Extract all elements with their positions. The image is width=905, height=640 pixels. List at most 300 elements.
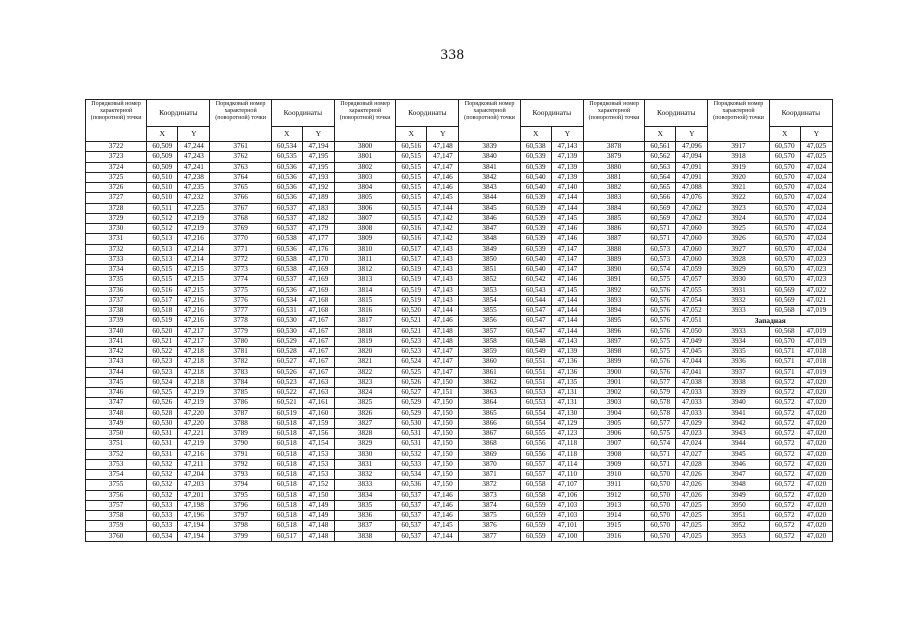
y-cell: 47,189 <box>302 193 334 203</box>
table-row <box>86 183 833 193</box>
y-cell: 47,150 <box>427 398 459 408</box>
x-cell: 60,525 <box>147 388 178 398</box>
x-cell: 60,562 <box>645 152 676 162</box>
x-cell: 60,525 <box>396 367 427 377</box>
y-cell: 47,167 <box>302 347 334 357</box>
y-cell: 47,147 <box>427 357 459 367</box>
header-x: X <box>271 127 302 142</box>
y-cell: 47,020 <box>800 398 832 408</box>
point-number-cell: 3904 <box>583 408 644 418</box>
y-cell: 47,150 <box>427 439 459 449</box>
x-cell: 60,569 <box>769 285 800 295</box>
x-cell: 60,571 <box>645 234 676 244</box>
y-cell: 47,135 <box>551 377 583 387</box>
y-cell: 47,045 <box>676 347 708 357</box>
y-cell: 47,215 <box>178 265 210 275</box>
y-cell: 47,219 <box>178 213 210 223</box>
y-cell: 47,147 <box>551 254 583 264</box>
x-cell: 60,576 <box>645 295 676 305</box>
point-number-cell: 3859 <box>459 347 520 357</box>
table-row <box>86 511 833 521</box>
point-number-cell: 3745 <box>86 377 147 387</box>
point-number-cell: 3927 <box>708 244 769 254</box>
header-y: Y <box>800 127 832 142</box>
point-number-cell: 3953 <box>708 531 769 541</box>
y-cell: 47,143 <box>427 295 459 305</box>
point-number-cell: 3832 <box>334 470 395 480</box>
y-cell: 47,243 <box>178 152 210 162</box>
x-cell: 60,523 <box>396 347 427 357</box>
point-number-cell: 3814 <box>334 285 395 295</box>
y-cell: 47,150 <box>427 449 459 459</box>
point-number-cell: 3818 <box>334 326 395 336</box>
x-cell: 60,522 <box>147 347 178 357</box>
point-number-cell: 3929 <box>708 265 769 275</box>
y-cell: 47,167 <box>302 367 334 377</box>
point-number-cell: 3728 <box>86 203 147 213</box>
point-number-cell: 3886 <box>583 224 644 234</box>
y-cell: 47,146 <box>427 511 459 521</box>
y-cell: 47,026 <box>676 470 708 480</box>
x-cell: 60,556 <box>520 439 551 449</box>
x-cell: 60,527 <box>271 357 302 367</box>
point-number-cell: 3907 <box>583 439 644 449</box>
y-cell: 47,049 <box>676 336 708 346</box>
y-cell: 47,022 <box>800 285 832 295</box>
point-number-cell: 3894 <box>583 306 644 316</box>
y-cell: 47,025 <box>800 142 832 152</box>
point-number-cell: 3933 <box>708 306 769 316</box>
point-number-cell: 3868 <box>459 439 520 449</box>
x-cell: 60,512 <box>147 224 178 234</box>
y-cell: 47,101 <box>551 521 583 531</box>
point-number-cell: 3765 <box>210 183 271 193</box>
x-cell: 60,568 <box>769 306 800 316</box>
y-cell: 47,110 <box>551 470 583 480</box>
x-cell: 60,572 <box>769 439 800 449</box>
x-cell: 60,575 <box>645 336 676 346</box>
y-cell: 47,057 <box>676 275 708 285</box>
point-number-cell: 3952 <box>708 521 769 531</box>
point-number-cell: 3829 <box>334 439 395 449</box>
y-cell: 47,219 <box>178 439 210 449</box>
point-number-cell: 3798 <box>210 521 271 531</box>
y-cell: 47,100 <box>551 531 583 541</box>
point-number-cell: 3898 <box>583 347 644 357</box>
x-cell: 60,553 <box>520 398 551 408</box>
point-number-cell: 3739 <box>86 316 147 326</box>
x-cell: 60,537 <box>396 531 427 541</box>
x-cell: 60,513 <box>147 244 178 254</box>
point-number-cell: 3794 <box>210 480 271 490</box>
x-cell: 60,518 <box>271 449 302 459</box>
y-cell: 47,140 <box>551 183 583 193</box>
y-cell: 47,062 <box>676 213 708 223</box>
table-row <box>86 418 833 428</box>
x-cell: 60,509 <box>147 162 178 172</box>
x-cell: 60,524 <box>147 377 178 387</box>
header-point-number: Порядковый номер характерной (поворотной) точки <box>708 100 769 142</box>
point-number-cell: 3936 <box>708 357 769 367</box>
y-cell: 47,123 <box>551 429 583 439</box>
point-number-cell: 3779 <box>210 326 271 336</box>
x-cell: 60,551 <box>520 357 551 367</box>
point-number-cell: 3759 <box>86 521 147 531</box>
point-number-cell: 3880 <box>583 162 644 172</box>
y-cell: 47,136 <box>551 357 583 367</box>
point-number-cell: 3795 <box>210 490 271 500</box>
y-cell: 47,153 <box>302 449 334 459</box>
y-cell: 47,142 <box>427 234 459 244</box>
x-cell: 60,565 <box>645 183 676 193</box>
y-cell: 47,159 <box>302 418 334 428</box>
x-cell: 60,572 <box>769 408 800 418</box>
point-number-cell: 3761 <box>210 142 271 152</box>
y-cell: 47,194 <box>178 531 210 541</box>
x-cell: 60,528 <box>147 408 178 418</box>
y-cell: 47,143 <box>427 244 459 254</box>
point-number-cell: 3860 <box>459 357 520 367</box>
point-number-cell: 3872 <box>459 480 520 490</box>
point-number-cell: 3782 <box>210 357 271 367</box>
point-number-cell: 3746 <box>86 388 147 398</box>
point-number-cell: 3817 <box>334 316 395 326</box>
point-number-cell: 3922 <box>708 193 769 203</box>
point-number-cell: 3920 <box>708 172 769 182</box>
table-row <box>86 152 833 162</box>
point-number-cell: 3889 <box>583 254 644 264</box>
y-cell: 47,019 <box>800 336 832 346</box>
point-number-cell: 3928 <box>708 254 769 264</box>
y-cell: 47,033 <box>676 388 708 398</box>
x-cell: 60,555 <box>520 429 551 439</box>
x-cell: 60,538 <box>520 142 551 152</box>
y-cell: 47,161 <box>302 398 334 408</box>
y-cell: 47,025 <box>676 500 708 510</box>
point-number-cell: 3821 <box>334 357 395 367</box>
point-number-cell: 3804 <box>334 183 395 193</box>
x-cell: 60,557 <box>520 470 551 480</box>
x-cell: 60,538 <box>271 254 302 264</box>
x-cell: 60,539 <box>520 244 551 254</box>
y-cell: 47,152 <box>302 480 334 490</box>
y-cell: 47,145 <box>551 213 583 223</box>
y-cell: 47,144 <box>551 193 583 203</box>
y-cell: 47,076 <box>676 193 708 203</box>
table-row <box>86 295 833 305</box>
point-number-cell: 3847 <box>459 224 520 234</box>
y-cell: 47,169 <box>302 275 334 285</box>
point-number-cell: 3766 <box>210 193 271 203</box>
table-row <box>86 203 833 213</box>
y-cell: 47,027 <box>676 449 708 459</box>
point-number-cell: 3790 <box>210 439 271 449</box>
y-cell: 47,020 <box>800 511 832 521</box>
y-cell: 47,204 <box>178 470 210 480</box>
point-number-cell: 3841 <box>459 162 520 172</box>
y-cell: 47,024 <box>800 183 832 193</box>
x-cell: 60,571 <box>645 459 676 469</box>
x-cell: 60,571 <box>769 357 800 367</box>
y-cell: 47,193 <box>302 172 334 182</box>
header-x: X <box>520 127 551 142</box>
x-cell: 60,561 <box>645 142 676 152</box>
x-cell: 60,575 <box>645 429 676 439</box>
x-cell: 60,515 <box>396 172 427 182</box>
header-coordinates: Координаты <box>520 100 583 127</box>
x-cell: 60,572 <box>769 480 800 490</box>
point-number-cell: 3864 <box>459 398 520 408</box>
point-number-cell: 3943 <box>708 429 769 439</box>
point-number-cell: 3845 <box>459 203 520 213</box>
y-cell: 47,143 <box>427 265 459 275</box>
y-cell: 47,198 <box>178 500 210 510</box>
y-cell: 47,118 <box>551 439 583 449</box>
x-cell: 60,524 <box>396 357 427 367</box>
table-row <box>86 336 833 346</box>
y-cell: 47,195 <box>302 162 334 172</box>
point-number-cell: 3777 <box>210 306 271 316</box>
point-number-cell: 3855 <box>459 306 520 316</box>
x-cell: 60,535 <box>271 152 302 162</box>
y-cell: 47,144 <box>551 306 583 316</box>
point-number-cell: 3793 <box>210 470 271 480</box>
y-cell: 47,142 <box>427 213 459 223</box>
x-cell: 60,515 <box>396 193 427 203</box>
point-number-cell: 3791 <box>210 449 271 459</box>
y-cell: 47,096 <box>676 142 708 152</box>
y-cell: 47,147 <box>551 244 583 254</box>
x-cell: 60,576 <box>645 306 676 316</box>
x-cell: 60,573 <box>645 254 676 264</box>
point-number-cell: 3945 <box>708 449 769 459</box>
x-cell: 60,522 <box>271 388 302 398</box>
point-number-cell: 3913 <box>583 500 644 510</box>
x-cell: 60,570 <box>769 224 800 234</box>
point-number-cell: 3877 <box>459 531 520 541</box>
x-cell: 60,523 <box>147 367 178 377</box>
x-cell: 60,540 <box>520 172 551 182</box>
x-cell: 60,559 <box>520 500 551 510</box>
point-number-cell: 3923 <box>708 203 769 213</box>
y-cell: 47,168 <box>302 306 334 316</box>
y-cell: 47,020 <box>800 500 832 510</box>
x-cell: 60,537 <box>271 275 302 285</box>
point-number-cell: 3949 <box>708 490 769 500</box>
y-cell: 47,219 <box>178 388 210 398</box>
point-number-cell: 3788 <box>210 418 271 428</box>
y-cell: 47,216 <box>178 316 210 326</box>
y-cell: 47,232 <box>178 193 210 203</box>
x-cell: 60,578 <box>645 398 676 408</box>
table-row <box>86 357 833 367</box>
x-cell: 60,518 <box>271 480 302 490</box>
x-cell: 60,559 <box>520 521 551 531</box>
y-cell: 47,060 <box>676 234 708 244</box>
x-cell: 60,536 <box>271 183 302 193</box>
point-number-cell: 3921 <box>708 183 769 193</box>
y-cell: 47,020 <box>800 377 832 387</box>
table-row <box>86 490 833 500</box>
point-number-cell: 3884 <box>583 203 644 213</box>
y-cell: 47,146 <box>427 172 459 182</box>
y-cell: 47,020 <box>800 388 832 398</box>
y-cell: 47,214 <box>178 244 210 254</box>
y-cell: 47,147 <box>427 347 459 357</box>
x-cell: 60,515 <box>396 183 427 193</box>
point-number-cell: 3935 <box>708 347 769 357</box>
y-cell: 47,050 <box>676 326 708 336</box>
y-cell: 47,020 <box>800 521 832 531</box>
point-number-cell: 3850 <box>459 254 520 264</box>
x-cell: 60,570 <box>645 490 676 500</box>
table-row <box>86 142 833 152</box>
y-cell: 47,139 <box>551 152 583 162</box>
y-cell: 47,216 <box>178 449 210 459</box>
x-cell: 60,536 <box>271 193 302 203</box>
y-cell: 47,143 <box>551 336 583 346</box>
y-cell: 47,167 <box>302 316 334 326</box>
y-cell: 47,143 <box>427 254 459 264</box>
y-cell: 47,160 <box>302 408 334 418</box>
point-number-cell: 3912 <box>583 490 644 500</box>
point-number-cell: 3772 <box>210 254 271 264</box>
point-number-cell: 3813 <box>334 275 395 285</box>
header-x: X <box>769 127 800 142</box>
point-number-cell: 3916 <box>583 531 644 541</box>
header-x: X <box>147 127 178 142</box>
x-cell: 60,518 <box>271 490 302 500</box>
x-cell: 60,534 <box>147 531 178 541</box>
y-cell: 47,145 <box>551 285 583 295</box>
x-cell: 60,517 <box>396 244 427 254</box>
point-number-cell: 3785 <box>210 388 271 398</box>
y-cell: 47,149 <box>302 511 334 521</box>
y-cell: 47,149 <box>302 500 334 510</box>
y-cell: 47,146 <box>551 275 583 285</box>
y-cell: 47,203 <box>178 480 210 490</box>
y-cell: 47,020 <box>800 408 832 418</box>
x-cell: 60,537 <box>396 500 427 510</box>
x-cell: 60,513 <box>147 254 178 264</box>
point-number-cell: 3834 <box>334 490 395 500</box>
y-cell: 47,051 <box>676 316 708 326</box>
y-cell: 47,196 <box>178 511 210 521</box>
x-cell: 60,570 <box>769 142 800 152</box>
point-number-cell: 3806 <box>334 203 395 213</box>
x-cell: 60,538 <box>271 234 302 244</box>
x-cell: 60,531 <box>147 449 178 459</box>
y-cell: 47,055 <box>676 285 708 295</box>
point-number-cell: 3731 <box>86 234 147 244</box>
x-cell: 60,547 <box>520 316 551 326</box>
y-cell: 47,146 <box>427 500 459 510</box>
point-number-cell: 3744 <box>86 367 147 377</box>
y-cell: 47,217 <box>178 326 210 336</box>
point-number-cell: 3784 <box>210 377 271 387</box>
x-cell: 60,533 <box>147 500 178 510</box>
x-cell: 60,566 <box>645 193 676 203</box>
point-number-cell: 3781 <box>210 347 271 357</box>
point-number-cell: 3848 <box>459 234 520 244</box>
x-cell: 60,510 <box>147 183 178 193</box>
point-number-cell: 3738 <box>86 306 147 316</box>
x-cell: 60,570 <box>645 470 676 480</box>
y-cell: 47,167 <box>302 326 334 336</box>
y-cell: 47,020 <box>800 429 832 439</box>
point-number-cell: 3733 <box>86 254 147 264</box>
table-row <box>86 347 833 357</box>
point-number-cell: 3722 <box>86 142 147 152</box>
point-number-cell: 3917 <box>708 142 769 152</box>
y-cell: 47,038 <box>676 377 708 387</box>
point-number-cell: 3947 <box>708 470 769 480</box>
header-coordinates: Координаты <box>396 100 459 127</box>
x-cell: 60,512 <box>147 213 178 223</box>
y-cell: 47,144 <box>427 203 459 213</box>
point-number-cell: 3823 <box>334 377 395 387</box>
x-cell: 60,533 <box>147 511 178 521</box>
point-number-cell: 3895 <box>583 316 644 326</box>
point-number-cell: 3875 <box>459 511 520 521</box>
y-cell: 47,024 <box>800 193 832 203</box>
point-number-cell: 3881 <box>583 172 644 182</box>
x-cell: 60,509 <box>147 142 178 152</box>
point-number-cell: 3854 <box>459 295 520 305</box>
table-row <box>86 449 833 459</box>
point-number-cell: 3934 <box>708 336 769 346</box>
table-row <box>86 172 833 182</box>
table-row <box>86 388 833 398</box>
point-number-cell: 3937 <box>708 367 769 377</box>
point-number-cell: 3866 <box>459 418 520 428</box>
y-cell: 47,024 <box>800 203 832 213</box>
x-cell: 60,532 <box>147 470 178 480</box>
x-cell: 60,571 <box>769 367 800 377</box>
point-number-cell: 3891 <box>583 275 644 285</box>
x-cell: 60,554 <box>520 408 551 418</box>
point-number-cell: 3926 <box>708 234 769 244</box>
x-cell: 60,521 <box>396 326 427 336</box>
point-number-cell: 3840 <box>459 152 520 162</box>
x-cell: 60,509 <box>147 152 178 162</box>
point-number-cell: 3918 <box>708 152 769 162</box>
table-row <box>86 480 833 490</box>
y-cell: 47,130 <box>551 408 583 418</box>
point-number-cell: 3867 <box>459 429 520 439</box>
y-cell: 47,156 <box>302 429 334 439</box>
y-cell: 47,019 <box>800 306 832 316</box>
x-cell: 60,537 <box>396 521 427 531</box>
point-number-cell: 3870 <box>459 459 520 469</box>
point-number-cell: 3914 <box>583 511 644 521</box>
x-cell: 60,548 <box>520 336 551 346</box>
x-cell: 60,515 <box>396 152 427 162</box>
point-number-cell: 3863 <box>459 388 520 398</box>
point-number-cell: 3835 <box>334 500 395 510</box>
point-number-cell: 3925 <box>708 224 769 234</box>
table-row <box>86 408 833 418</box>
point-number-cell: 3729 <box>86 213 147 223</box>
point-number-cell: 3724 <box>86 162 147 172</box>
x-cell: 60,534 <box>271 295 302 305</box>
y-cell: 47,026 <box>676 480 708 490</box>
x-cell: 60,559 <box>520 531 551 541</box>
point-number-cell: 3812 <box>334 265 395 275</box>
x-cell: 60,570 <box>769 193 800 203</box>
x-cell: 60,576 <box>645 326 676 336</box>
table-body <box>86 142 833 542</box>
